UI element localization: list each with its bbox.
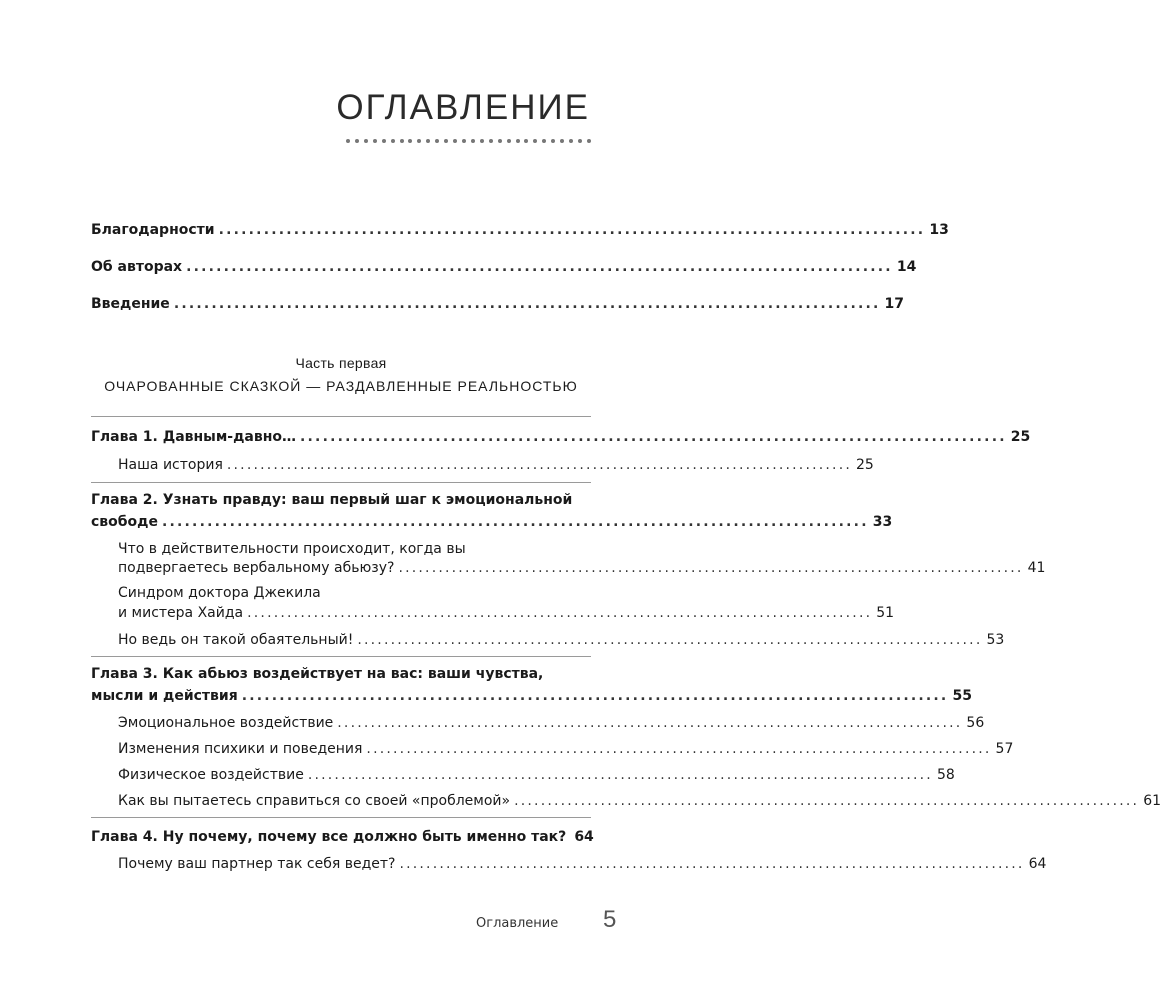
toc-entry-why-partner[interactable]: Почему ваш партнер так себя ведет? .............................................................................................. 64 xyxy=(118,856,1047,872)
toc-entry-about-authors[interactable]: Об авторах .............................................................................................. 14 xyxy=(91,259,917,275)
toc-entry-chapter-4[interactable]: Глава 4. Ну почему, почему все должно быть именно так? 64 xyxy=(91,829,594,845)
toc-entry-introduction[interactable]: Введение .............................................................................................. 17 xyxy=(91,296,905,312)
toc-entry-chapter-1[interactable]: Глава 1. Давным-давно… .............................................................................................. 25 xyxy=(91,429,1031,445)
toc-entry-jekyll-hyde[interactable]: и мистера Хайда .............................................................................................. 51 xyxy=(118,605,895,621)
divider xyxy=(91,656,591,657)
toc-entry-chapter-3[interactable]: мысли и действия .............................................................................................. 55 xyxy=(91,688,972,704)
toc-entry-charming[interactable]: Но ведь он такой обаятельный! .............................................................................................. 53 xyxy=(118,632,1005,648)
part-label: Часть первая xyxy=(295,355,387,371)
toc-entry-verbal-abuse[interactable]: подвергаетесь вербальному абьюзу? .............................................................................................. 41 xyxy=(118,560,1046,576)
toc-entry-chapter-2[interactable]: свободе .............................................................................................. 33 xyxy=(91,514,893,530)
section-verbal-abuse-title-line[interactable]: Что в действительности происходит, когда вы xyxy=(118,541,466,557)
toc-entry-coping[interactable]: Как вы пытаетесь справиться со своей «проблемой» .............................................................................................. 61 xyxy=(118,793,1161,809)
section-jekyll-hyde-title-line[interactable]: Синдром доктора Джекила xyxy=(118,585,321,601)
chapter-2-title-line[interactable]: Глава 2. Узнать правду: ваш первый шаг к эмоциональной xyxy=(91,492,573,508)
part-title: ОЧАРОВАННЫЕ СКАЗКОЙ — РАЗДАВЛЕННЫЕ РЕАЛЬНОСТЬЮ xyxy=(104,378,578,394)
toc-entry-physical-impact[interactable]: Физическое воздействие .............................................................................................. 58 xyxy=(118,767,955,783)
running-footer-label: Оглавление xyxy=(476,916,559,931)
divider xyxy=(91,482,591,483)
toc-entry-emotional-impact[interactable]: Эмоциональное воздействие .............................................................................................. 56 xyxy=(118,715,985,731)
chapter-3-title-line[interactable]: Глава 3. Как абьюз воздействует на вас: ваши чувства, xyxy=(91,666,544,682)
page-title: ОГЛАВЛЕНИЕ xyxy=(336,88,590,127)
title-dots-ornament xyxy=(346,136,591,146)
toc-entry-our-story[interactable]: Наша история .............................................................................................. 25 xyxy=(118,457,874,473)
toc-entry-psyche-changes[interactable]: Изменения психики и поведения .............................................................................................. 57 xyxy=(118,741,1014,757)
divider xyxy=(91,817,591,818)
page-number: 5 xyxy=(603,906,617,933)
divider xyxy=(91,416,591,417)
toc-entry-acknowledgments[interactable]: Благодарности .............................................................................................. 13 xyxy=(91,222,949,238)
